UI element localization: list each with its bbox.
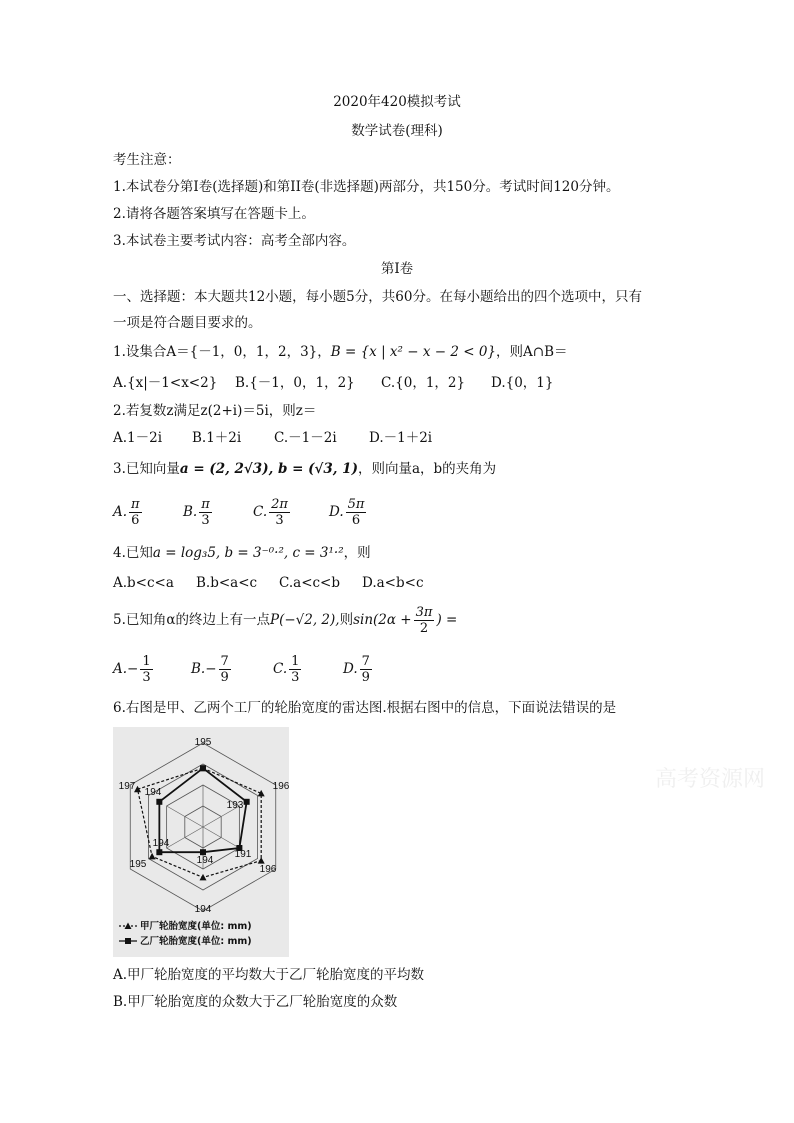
option-a: A.b<c<a [113, 575, 174, 591]
radar-value-label: 191 [234, 849, 252, 860]
section-title: 第I卷 [380, 261, 414, 277]
series-jia-point [258, 857, 265, 864]
option-c [253, 497, 299, 528]
option-b: B.{－1，0，1，2} [235, 375, 355, 391]
option-fraction: $\frac{5\pi}{6}$ [347, 496, 365, 528]
radar-value-label: 194 [144, 787, 162, 798]
option-b [191, 654, 243, 685]
option-d: D.－1＋2i [369, 430, 433, 446]
option-letter: A. [113, 504, 128, 520]
option-c: C.a<c<b [279, 575, 341, 591]
radar-value-label: 194 [152, 838, 170, 849]
series-yi-point [200, 765, 206, 771]
q5-stem-mid: 则 [339, 612, 354, 628]
legend-label: 乙厂轮胎宽度(单位: mm) [140, 936, 252, 947]
option-b: B.b<a<c [196, 575, 258, 591]
option-d [343, 654, 374, 685]
q4-stem-end: ，则 [343, 545, 371, 561]
q2-options [113, 429, 432, 447]
q5-expr-end: ) = [436, 612, 458, 628]
option-letter: A.− [113, 661, 139, 677]
section-desc: 一项是符合题目要求的。 [113, 315, 262, 331]
radar-value-label: 195 [194, 737, 212, 748]
radar-value-label: 195 [129, 859, 147, 870]
radar-value-label: 196 [272, 781, 289, 792]
q5-stem: 5.已知角α的终边上有一点 [113, 612, 270, 628]
series-jia-point [258, 790, 265, 797]
option-fraction: $\frac{\pi}{6}$ [131, 496, 140, 528]
option-letter: B. [183, 504, 198, 520]
series-yi-point [156, 849, 162, 855]
q5-expr: sin(2α + [353, 612, 412, 628]
option-a: A.1－2i [113, 430, 163, 446]
radar-value-label: 197 [118, 781, 136, 792]
q1-stem-end: ，则A∩B＝ [496, 344, 568, 360]
radar-svg [113, 727, 289, 957]
series-jia-point [200, 874, 207, 881]
q4-math: a = log₃5, b = 3⁻⁰·², c = 3¹·² [152, 545, 344, 561]
question-5 [113, 603, 457, 637]
note-item: 2.请将各题答案填写在答题卡上。 [113, 206, 315, 222]
option-a [113, 654, 161, 685]
option-d [329, 497, 368, 528]
radar-value-label: 196 [259, 864, 277, 875]
radar-value-label: 194 [196, 855, 214, 866]
note-item: 1.本试卷分第I卷(选择题)和第II卷(非选择题)两部分，共150分。考试时间120分钟。 [113, 179, 620, 195]
section-desc: 一、选择题：本大题共12小题，每小题5分，共60分。在每小题给出的四个选项中，只有 [113, 289, 642, 305]
option-fraction: $\frac{1}{3}$ [291, 653, 300, 685]
option-a [113, 497, 153, 528]
option-d: D.{0，1} [491, 375, 554, 391]
series-yi-point [244, 799, 250, 805]
legend-marker [125, 923, 132, 930]
legend-label: 甲厂轮胎宽度(单位: mm) [140, 921, 252, 932]
exam-subtitle: 数学试卷(理科) [351, 123, 443, 139]
q3-stem: 3.已知向量 [113, 461, 180, 477]
question-4 [113, 544, 371, 562]
radar-chart [113, 727, 289, 957]
option-fraction: $\frac{1}{3}$ [142, 653, 151, 685]
q1-options [113, 374, 554, 392]
q4-options [113, 574, 424, 592]
q5-point: P(−√2, 2), [270, 612, 340, 628]
q5-options [113, 650, 404, 688]
radar-value-label: 194 [194, 904, 212, 915]
option-letter: C. [273, 661, 288, 677]
radar-value-label: 193 [226, 800, 244, 811]
note-item: 3.本试卷主要考试内容：高考全部内容。 [113, 233, 356, 249]
series-jia-point [149, 853, 156, 860]
legend-marker [125, 938, 131, 944]
option-b [183, 497, 223, 528]
q3-options [113, 493, 398, 531]
notes-heading: 考生注意： [113, 152, 181, 168]
option-letter: D. [343, 661, 358, 677]
q6-option-a: A.甲厂轮胎宽度的平均数大于乙厂轮胎宽度的平均数 [113, 967, 425, 983]
q1-math: B = {x | x² − x − 2 < 0} [330, 344, 497, 360]
q4-stem: 4.已知 [113, 545, 153, 561]
option-fraction: $\frac{2\pi}{3}$ [271, 496, 288, 528]
option-fraction: $\frac{7}{9}$ [220, 653, 229, 685]
option-letter: D. [329, 504, 344, 520]
q1-stem: 1.设集合A＝{－1，0，1，2，3}， [113, 344, 331, 360]
exam-title: 2020年420模拟考试 [333, 94, 461, 110]
question-3 [113, 460, 496, 478]
q6-option-b: B.甲厂轮胎宽度的众数大于乙厂轮胎宽度的众数 [113, 994, 398, 1010]
option-b: B.1＋2i [192, 430, 242, 446]
question-2: 2.若复数z满足z(2+i)＝5i，则z＝ [113, 403, 317, 419]
watermark: 高考资源网 [655, 767, 766, 792]
option-c: C.{0，1，2} [381, 375, 466, 391]
option-letter: C. [253, 504, 268, 520]
q3-math: a = (2, 2√3), b = (√3, 1) [179, 461, 358, 477]
option-fraction: $\frac{\pi}{3}$ [201, 496, 210, 528]
q5-fraction: $\frac{3\pi}{2}$ [415, 604, 433, 636]
option-d: D.a<b<c [362, 575, 424, 591]
option-letter: B.− [191, 661, 217, 677]
question-1 [113, 343, 568, 361]
question-6: 6.右图是甲、乙两个工厂的轮胎宽度的雷达图.根据右图中的信息，下面说法错误的是 [113, 700, 617, 716]
option-c [273, 654, 313, 685]
q3-stem-end: ，则向量a，b的夹角为 [357, 461, 497, 477]
option-a: A.{x|－1<x<2} [113, 375, 218, 391]
series-yi-point [156, 799, 162, 805]
option-fraction: $\frac{7}{9}$ [361, 653, 370, 685]
option-c: C.－1－2i [274, 430, 337, 446]
